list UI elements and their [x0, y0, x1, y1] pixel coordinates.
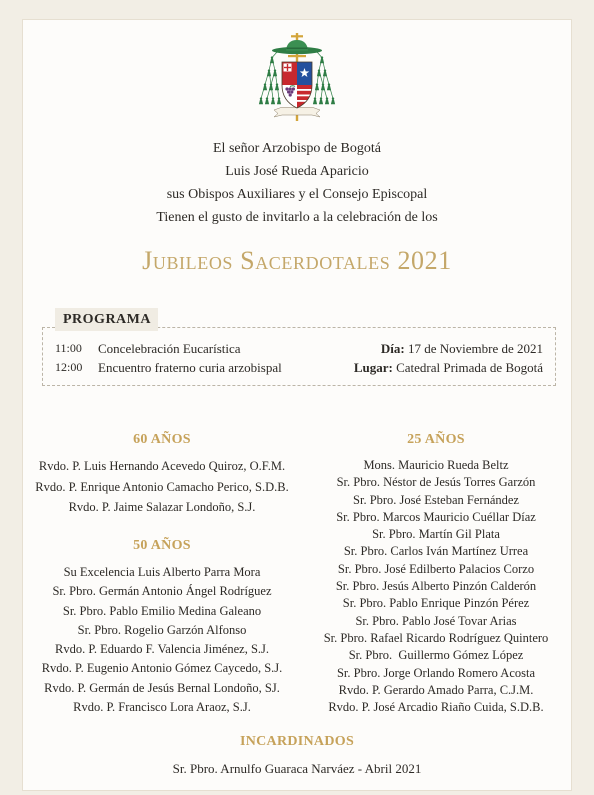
program-row: [55, 358, 543, 377]
list-item: Sr. Pbro. Rafael Ricardo Rodríguez Quintero: [323, 630, 549, 645]
program-detail: [381, 339, 543, 358]
coat-of-arms-icon: [257, 33, 337, 123]
list-item: Sr. Pbro. Guillermo Gómez López: [348, 648, 524, 663]
heading-incardinados: INCARDINADOS: [239, 734, 355, 749]
program-detail: [354, 358, 543, 377]
incardinados-entry: Sr. Pbro. Arnulfo Guaraca Narváez - Abril 2021: [172, 761, 422, 776]
program-event: Encuentro fraterno curia arzobispal: [98, 360, 282, 375]
list-item: Sr. Pbro. Germán Antonio Ángel Rodríguez: [52, 584, 272, 599]
list-item: Sr. Pbro. Carlos Iván Martínez Urrea: [343, 544, 529, 559]
list-item: Rvdo. P. Enrique Antonio Camacho Perico, S.D.B.: [35, 479, 289, 494]
program-label: PROGRAMA: [55, 308, 158, 331]
shield: [282, 62, 312, 110]
program-detail-value: Catedral Primada de Bogotá: [396, 360, 543, 375]
list-item: Sr. Pbro. Jesús Alberto Pinzón Calderón: [335, 579, 537, 594]
list-60-anos: [12, 456, 312, 518]
list-item: Rvdo. P. Luis Hernando Acevedo Quiroz, O.F.M.: [38, 459, 286, 473]
program-event: Concelebración Eucarística: [98, 341, 241, 356]
program-row: [55, 339, 543, 358]
invitation-intro: [0, 137, 594, 229]
event-title: Jubileos Sacerdotales 2021: [142, 246, 452, 275]
list-item: Mons. Mauricio Rueda Beltz: [363, 458, 509, 472]
list-item: Rvdo. P. Jaime Salazar Londoño, S.J.: [68, 500, 256, 514]
list-item: Sr. Pbro. Jorge Orlando Romero Acosta: [336, 665, 536, 680]
list-item: Sr. Pbro. Pablo Enrique Pinzón Pérez: [342, 596, 530, 611]
heading-60-anos: 60 AÑOS: [133, 432, 191, 447]
program-detail-value: 17 de Noviembre de 2021: [407, 341, 543, 356]
list-item: Sr. Pbro. Néstor de Jesús Torres Garzón: [336, 475, 536, 490]
list-item: Sr. Pbro. José Edilberto Palacios Corzo: [337, 561, 535, 576]
list-item: Rvdo. P. Francisco Lora Araoz, S.J.: [73, 700, 251, 715]
list-item: Sr. Pbro. Martín Gil Plata: [372, 527, 500, 542]
heading-25-anos: 25 AÑOS: [407, 432, 465, 447]
list-item: Su Excelencia Luis Alberto Parra Mora: [63, 565, 261, 579]
intro-line: sus Obispos Auxiliares y el Consejo Episcopal: [166, 187, 428, 202]
list-item: Rvdo. P. Gerardo Amado Parra, C.J.M.: [338, 682, 534, 697]
list-item: Sr. Pbro. Rogelio Garzón Alfonso: [77, 622, 247, 637]
list-item: Rvdo. P. José Arcadio Riaño Cuida, S.D.B.: [328, 700, 544, 715]
list-item: Rvdo. P. Eduardo F. Valencia Jiménez, S.J.: [54, 642, 270, 657]
program-detail-label: Lugar:: [353, 360, 393, 375]
list-item: Rvdo. P. Eugenio Antonio Gómez Caycedo, S.J.: [41, 661, 283, 676]
program-detail-label: Día:: [380, 341, 405, 356]
list-50-anos: [12, 563, 312, 717]
heading-50-anos: 50 AÑOS: [133, 538, 191, 553]
intro-line: Luis José Rueda Aparicio: [225, 164, 369, 179]
list-item: Sr. Pbro. José Esteban Fernández: [353, 492, 519, 507]
list-25-anos: [286, 457, 586, 716]
list-item: Sr. Pbro. Pablo José Tovar Arias: [355, 613, 517, 628]
intro-line: El señor Arzobispo de Bogotá: [213, 141, 381, 156]
list-item: Rvdo. P. Germán de Jesús Bernal Londoño, SJ.: [44, 680, 280, 695]
intro-line: Tienen el gusto de invitarlo a la celebración de los: [156, 210, 438, 225]
list-item: Sr. Pbro. Marcos Mauricio Cuéllar Díaz: [336, 509, 536, 524]
tassels-left: [259, 56, 281, 104]
list-item: Sr. Pbro. Pablo Emilio Medina Galeano: [62, 603, 262, 618]
galero-hat: [272, 40, 322, 54]
program-time: 12:00: [55, 360, 83, 374]
tassels-right: [313, 56, 335, 104]
program-time: 11:00: [55, 341, 82, 355]
